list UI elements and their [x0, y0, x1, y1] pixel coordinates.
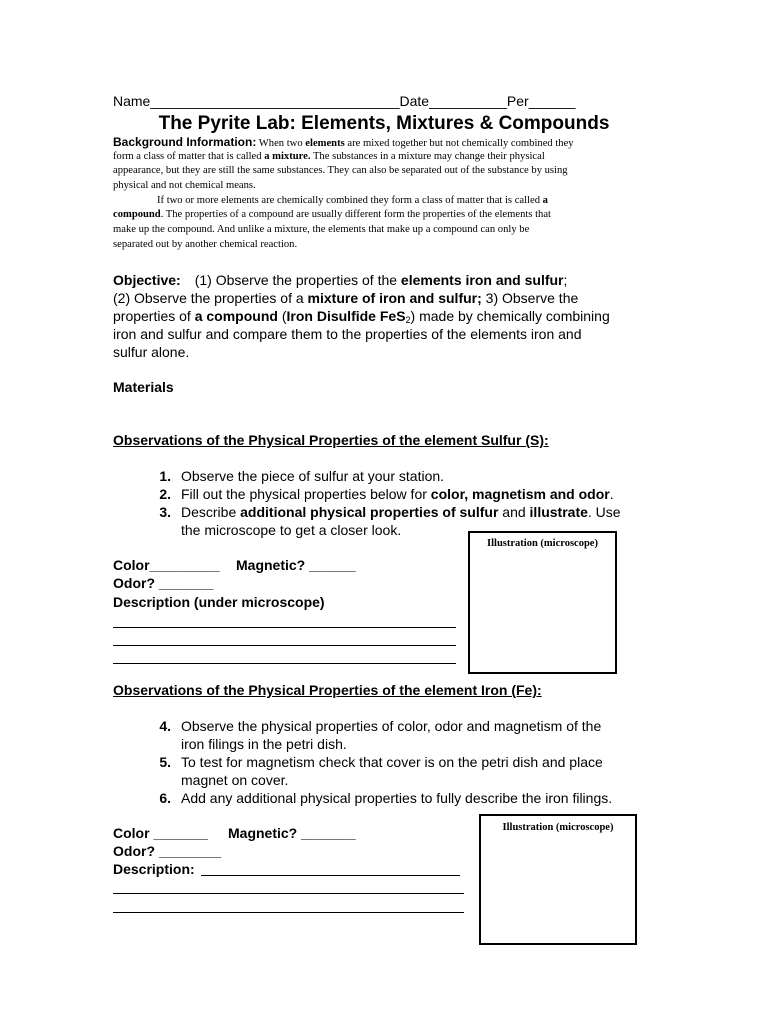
step-number: 3. [159, 504, 171, 520]
step-text: Observe the physical properties of color, odor and magnetism of the [181, 718, 602, 734]
step-text-part: Describe [181, 504, 241, 520]
background-text: . The properties of a compound are usually different form the properties of the elements that [160, 209, 551, 220]
step-text: To test for magnetism check that cover is on the petri dish and place [181, 754, 603, 770]
background-bold: elements [305, 138, 345, 149]
step-text-part: . [609, 486, 614, 502]
background-line-2 [113, 150, 545, 165]
page-title: The Pyrite Lab: Elements, Mixtures & Compounds [158, 113, 610, 134]
step-text-part: Observe the piece of sulfur at your station. [181, 468, 445, 484]
iron-magnetic-field[interactable]: Magnetic? _______ [228, 825, 356, 841]
illustration-title: Illustration (microscope) [487, 538, 598, 549]
background-bold: a mixture. [264, 151, 311, 162]
step-number: 4. [159, 718, 171, 734]
objective-bold: a compound [194, 308, 278, 324]
objective-text: (2) Observe the properties of a [113, 290, 308, 306]
name-date-period-line: Name________________________________Date__________Per______ [113, 93, 576, 109]
objective-bold: Iron Disulfide FeS [286, 308, 406, 324]
iron-illustration-box[interactable] [479, 814, 637, 945]
sulfur-description-line[interactable] [113, 645, 456, 646]
iron-color-field[interactable]: Color _______ [113, 825, 208, 841]
objective-bold: mixture of iron and sulfur; [307, 290, 482, 306]
step-text-continuation: magnet on cover. [181, 772, 289, 788]
illustration-title: Illustration (microscope) [502, 822, 614, 833]
objective-text: ) made by chemically combining [410, 308, 610, 324]
step-text-bold: color, magnetism and odor [430, 486, 610, 502]
sulfur-illustration-box[interactable] [468, 531, 617, 674]
background-text: The substances in a mixture may change their physical [310, 151, 545, 162]
background-line-6 [113, 208, 551, 223]
background-text: form a class of matter that is called [113, 151, 265, 162]
objective-label: Objective: [113, 272, 181, 288]
objective-text: ( [277, 308, 287, 324]
iron-description-line[interactable] [113, 893, 464, 894]
objective-text: properties of [113, 308, 195, 324]
sulfur-section-heading: Observations of the Physical Properties of the element Sulfur (S): [113, 432, 549, 448]
background-line-7: make up the compound. And unlike a mixture, the elements that make up a compound can only be [113, 224, 530, 235]
sulfur-color-field[interactable]: Color_________ [113, 557, 220, 573]
step-text-bold: illustrate [529, 504, 588, 520]
step-text-continuation: iron filings in the petri dish. [181, 736, 347, 752]
step-text: Add any additional physical properties to fully describe the iron filings. [181, 790, 613, 806]
step-text-part: . Use [587, 504, 621, 520]
background-line-3: appearance, but they are still the same substances. They can also be separated out of the substance by using [113, 165, 568, 176]
step-text [181, 504, 621, 520]
objective-bold: elements iron and sulfur [400, 272, 564, 288]
formula-subscript: 2 [405, 315, 411, 325]
objective-text: (1) Observe the properties of the [194, 272, 401, 288]
background-text: When two [256, 138, 306, 149]
background-text: are mixed together but not chemically combined they [344, 138, 574, 149]
objective-text: ; [563, 272, 568, 288]
step-text [181, 486, 614, 502]
sulfur-magnetic-field[interactable]: Magnetic? ______ [236, 557, 356, 573]
background-bold: a [542, 195, 548, 206]
step-number: 6. [159, 790, 171, 806]
objective-line-5: sulfur alone. [113, 344, 190, 360]
materials-label: Materials [113, 379, 174, 395]
step-text-continuation: the microscope to get a closer look. [181, 522, 402, 538]
step-number: 2. [159, 486, 171, 502]
sulfur-description-line[interactable] [113, 627, 456, 628]
sulfur-odor-field[interactable]: Odor? _______ [113, 575, 214, 591]
background-line-8: separated out by another chemical reaction. [113, 239, 298, 250]
step-text-bold: additional physical properties of sulfur [240, 504, 499, 520]
step-number: 1. [159, 468, 171, 484]
objective-line-4: iron and sulfur and compare them to the properties of the elements iron and [113, 326, 582, 342]
objective-line-2 [113, 289, 578, 307]
step-text-part: Fill out the physical properties below for [181, 486, 431, 502]
step-text-part: and [498, 504, 530, 520]
step-number: 5. [159, 754, 171, 770]
background-bold: compound [113, 209, 161, 220]
iron-description-line[interactable] [113, 912, 464, 913]
iron-section-heading: Observations of the Physical Properties of the element Iron (Fe): [113, 682, 542, 698]
step-text [181, 468, 444, 484]
sulfur-description-line[interactable] [113, 663, 456, 664]
iron-description-label: Description: [113, 861, 195, 877]
objective-line-1 [113, 271, 567, 289]
background-label: Background Information: [113, 135, 257, 149]
background-line-4: physical and not chemical means. [113, 180, 256, 191]
objective-text: 3) Observe the [481, 290, 579, 306]
iron-odor-field[interactable]: Odor? ________ [113, 843, 222, 859]
iron-description-line[interactable] [201, 875, 460, 876]
background-text: If two or more elements are chemically combined they form a class of matter that is called [157, 195, 543, 206]
sulfur-description-label: Description (under microscope) [113, 594, 325, 610]
background-line-5 [157, 194, 548, 209]
